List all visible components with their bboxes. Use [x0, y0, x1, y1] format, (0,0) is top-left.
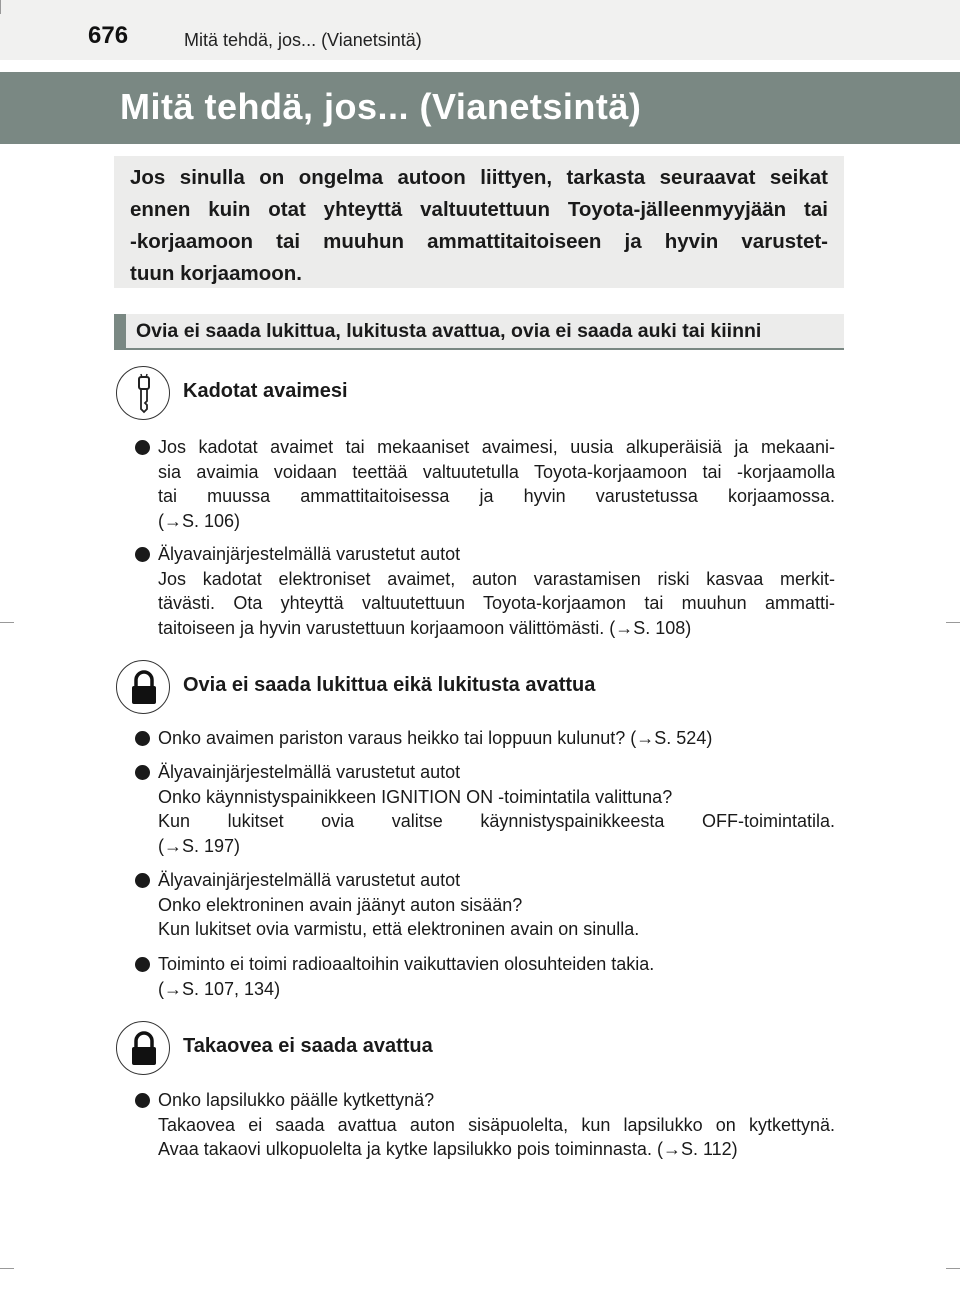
list-item: [135, 1088, 835, 1162]
intro-line: Jos sinulla on ongelma autoon liittyen, tarkasta seuraavat seikat: [130, 166, 828, 189]
list-item: [135, 952, 835, 1001]
subsection-heading: Ovia ei saada lukittua eikä lukitusta avattua: [183, 674, 596, 696]
bullet-dot: [135, 547, 150, 562]
bullet-line: sia avaimia voidaan teettää valtuutetulla Toyota-korjaamoon tai -korjaamolla: [158, 461, 835, 482]
bullet-line: tai muussa ammattitaitoisessa ja hyvin varustetussa korjaamossa.: [158, 486, 835, 506]
list-item: [135, 542, 835, 640]
subsection-heading: Takaovea ei saada avattua: [183, 1035, 433, 1057]
bullet-line: Kun lukitset ovia valitse käynnistyspainikkeesta OFF-toimintatila.: [158, 811, 835, 831]
bullet-dot: [135, 731, 150, 746]
bullet-line: (→S. 106): [158, 510, 241, 531]
running-header: [0, 0, 960, 60]
bullet-line: Avaa takaovi ulkopuolelta ja kytke lapsilukko pois toiminnasta. (→S. 112): [158, 1139, 738, 1159]
bullet-line: tävästi. Ota yhteyttä valtuutettuun Toyota-korjaamon tai muuhun ammatti-: [158, 593, 835, 613]
lock-icon: [116, 660, 170, 714]
page-title-band: [0, 72, 960, 144]
list-item: [135, 868, 835, 942]
bullet-line: Onko elektroninen avain jäänyt auton sisään?: [158, 894, 523, 915]
bullet-line: Onko lapsilukko päälle kytkettynä?: [158, 1090, 435, 1110]
crop-mark: [0, 1268, 14, 1269]
list-item: [135, 435, 835, 533]
page-title: Mitä tehdä, jos... (Vianetsintä): [120, 86, 642, 127]
bullet-line: (→S. 107, 134): [158, 978, 281, 999]
subsection-heading: Kadotat avaimesi: [183, 380, 348, 402]
intro-line: -korjaamoon tai muuhun ammattitaitoiseen ja hyvin varustet-: [130, 230, 828, 253]
list-item: [135, 726, 835, 751]
crop-mark: [946, 622, 960, 623]
section-heading: Ovia ei saada lukittua, lukitusta avattua, ovia ei saada auki tai kiinni: [136, 320, 762, 342]
bullet-line: Jos kadotat elektroniset avaimet, auton varastamisen riski kasvaa merkit-: [158, 568, 835, 589]
intro-text: [130, 162, 828, 290]
bullet-line: taitoiseen ja hyvin varustettuun korjaamoon välittömästi. (→S. 108): [158, 617, 692, 638]
bullet-line: Jos kadotat avaimet tai mekaaniset avaimesi, uusia alkuperäisiä ja mekaani-: [158, 437, 835, 457]
bullet-line: Älyavainjärjestelmällä varustetut autot: [158, 762, 461, 782]
lock-icon: [116, 1021, 170, 1075]
bullet-line: Onko käynnistyspainikkeen IGNITION ON -toimintatila valittuna?: [158, 786, 673, 807]
bullet-dot: [135, 765, 150, 780]
list-item: [135, 760, 835, 858]
bullet-dot: [135, 957, 150, 972]
page-number: 676: [88, 22, 129, 49]
bullet-dot: [135, 873, 150, 888]
intro-line: tuun korjaamoon.: [130, 262, 302, 285]
bullet-line: Kun lukitset ovia varmistu, että elektroninen avain on sinulla.: [158, 919, 640, 939]
key-icon: [116, 366, 170, 420]
bullet-line: Toiminto ei toimi radioaaltoihin vaikuttavien olosuhteiden takia.: [158, 954, 655, 974]
crop-mark: [946, 1268, 960, 1269]
bullet-line: Älyavainjärjestelmällä varustetut autot: [158, 870, 461, 890]
intro-box: [114, 156, 844, 288]
intro-line: ennen kuin otat yhteyttä valtuutettuun Toyota-jälleenmyyjään tai: [130, 198, 828, 221]
crop-mark: [0, 622, 14, 623]
bullet-line: Älyavainjärjestelmällä varustetut autot: [158, 544, 461, 564]
bullet-line: Takaovea ei saada avattua auton sisäpuolelta, kun lapsilukko on kytkettynä.: [158, 1114, 835, 1135]
section-heading-bar: [114, 314, 844, 350]
bullet-line: Onko avaimen pariston varaus heikko tai loppuun kulunut? (→S. 524): [158, 728, 713, 748]
bullet-dot: [135, 1093, 150, 1108]
bullet-line: (→S. 197): [158, 835, 241, 856]
crop-mark: [0, 0, 1, 14]
bullet-dot: [135, 440, 150, 455]
running-title: Mitä tehdä, jos... (Vianetsintä): [184, 30, 422, 50]
